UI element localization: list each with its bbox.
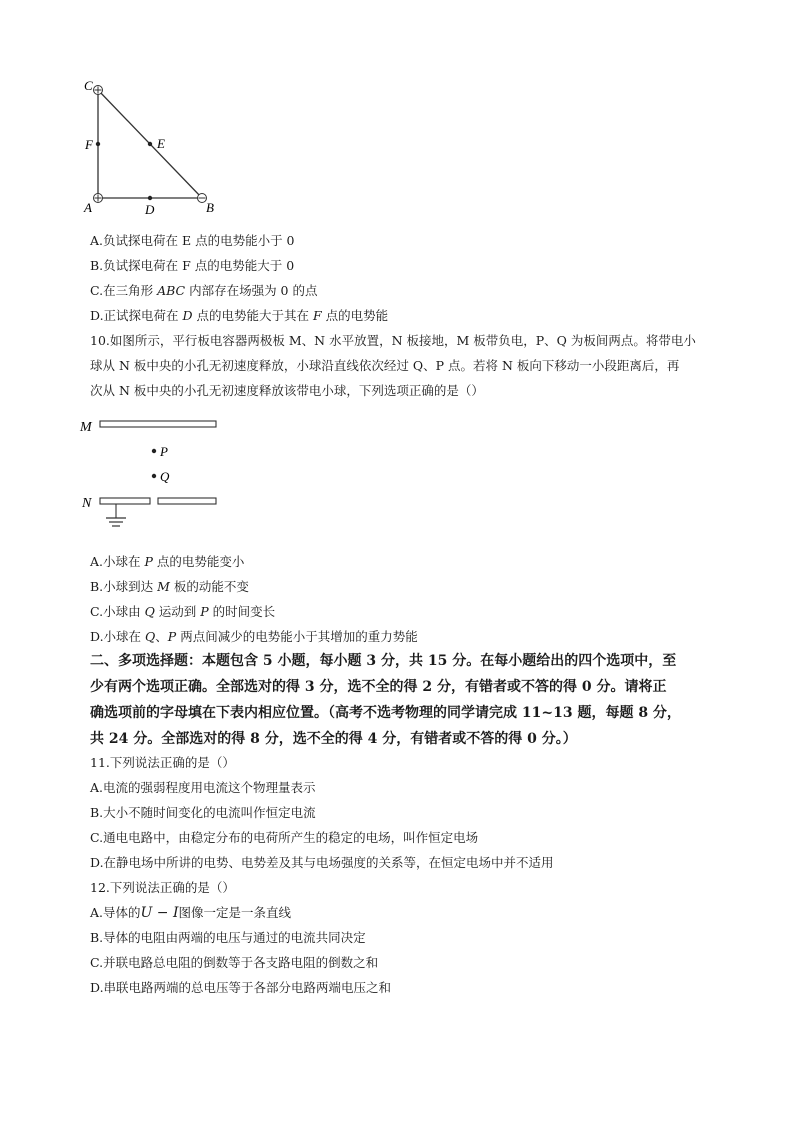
label-e: E <box>157 136 165 151</box>
q9-option-c-var: ABC <box>157 283 186 298</box>
label-m: M <box>80 420 92 435</box>
label-f: F <box>85 137 93 152</box>
q10-option-d-var2: P <box>167 629 177 644</box>
point-p <box>152 449 156 453</box>
q11-option-c: C.通电电路中，由稳定分布的电荷所产生的稳定的电场，叫作恒定电场 <box>90 830 479 845</box>
q9-option-c <box>90 283 730 299</box>
q10-stem-line3: 次从 N 板中央的小孔无初速度释放该带电小球，下列选项正确的是（） <box>90 383 484 398</box>
q11-option-b: B.大小不随时间变化的电流叫作恒定电流 <box>90 805 316 820</box>
q11-option-a: A.电流的强弱程度用电流这个物理量表示 <box>90 780 316 795</box>
q12-option-c: C.并联电路总电阻的倒数等于各支路电阻的倒数之和 <box>90 955 379 970</box>
charge-c-icon <box>94 86 103 95</box>
label-p: P <box>160 444 168 459</box>
point-d <box>148 196 152 200</box>
capacitor-figure <box>78 412 228 537</box>
q11-option-d: D.在静电场中所讲的电势、电势差及其与电场强度的关系等，在恒定电场中并不适用 <box>90 855 554 870</box>
point-q <box>152 474 156 478</box>
q10-option-c-suffix: 的时间变长 <box>208 604 276 619</box>
q10-option-c-var2: P <box>200 604 209 619</box>
q10-option-d <box>90 629 730 645</box>
q9-option-c-suffix: 内部存在场强为 0 的点 <box>185 283 318 298</box>
section2-line3: 确选项前的字母填在下表内相应位置。（高考不选考物理的同学请完成 11~13 题，每题 8 分， <box>90 705 681 721</box>
q10-option-d-mid: 、 <box>155 629 168 644</box>
point-f <box>96 142 100 146</box>
q10-option-b-prefix: B.小球到达 <box>90 579 158 594</box>
q9-option-b: B.负试探电荷在 F 点的电势能大于 0 <box>90 258 295 273</box>
q12-option-a-suffix: 图像一定是一条直线 <box>178 905 291 920</box>
section2-line4: 共 24 分。全部选对的得 8 分，选不全的得 4 分，有错者或不答的得 0 分。） <box>90 731 577 747</box>
q10-option-d-suffix: 两点间减少的电势能小于其增加的重力势能 <box>176 629 418 644</box>
label-n: N <box>82 496 92 511</box>
q10-stem-line2: 球从 N 板中央的小孔无初速度释放，小球沿直线依次经过 Q、P 点。若将 N 板向下移动一小段距离后，再 <box>90 358 680 373</box>
q10-option-a <box>90 554 730 570</box>
q10-option-b <box>90 579 730 595</box>
plate-n-right <box>158 498 216 504</box>
q10-option-b-suffix: 板的动能不变 <box>169 579 249 594</box>
q12-stem: 12.下列说法正确的是（） <box>90 880 235 895</box>
q9-option-d-mid: 点的电势能大于其在 <box>192 308 314 323</box>
point-e <box>148 142 152 146</box>
section2-line1: 二、多项选择题：本题包含 5 小题，每小题 3 分，共 15 分。在每小题给出的四个选项中，至 <box>90 653 677 669</box>
q9-option-a: A.负试探电荷在 E 点的电势能小于 0 <box>90 233 295 248</box>
label-d: D <box>145 202 155 217</box>
q11-stem: 11.下列说法正确的是（） <box>90 755 235 770</box>
q9-option-d-var2: F <box>313 308 322 323</box>
q12-option-d: D.串联电路两端的总电压等于各部分电路两端电压之和 <box>90 980 392 995</box>
plate-n-left <box>100 498 150 504</box>
q10-option-a-var: P <box>144 554 153 569</box>
section2-line2: 少有两个选项正确。全部选对的得 3 分，选不全的得 2 分，有错者或不答的得 0 分。请将正 <box>90 679 667 695</box>
charge-a-icon <box>94 194 103 203</box>
q10-option-c-var1: Q <box>144 604 155 619</box>
q12-option-a-var: U − I <box>140 905 179 921</box>
q10-option-a-prefix: A.小球在 <box>90 554 145 569</box>
label-a: A <box>84 200 92 215</box>
q10-option-c-prefix: C.小球由 <box>90 604 145 619</box>
q10-stem-line1: 10.如图所示，平行板电容器两极板 M、N 水平放置，N 板接地，M 板带负电，P、Q 为板间两点。将带电小 <box>90 333 696 348</box>
q9-option-d-var1: D <box>182 308 193 323</box>
q10-option-b-var: M <box>157 579 170 594</box>
q12-option-a <box>90 905 730 921</box>
ground-icon <box>106 504 126 526</box>
label-q: Q <box>160 469 170 484</box>
q9-option-d-suffix: 点的电势能 <box>321 308 389 323</box>
q12-option-b: B.导体的电阻由两端的电压与通过的电流共同决定 <box>90 930 366 945</box>
q12-option-a-prefix: A.导体的 <box>90 905 141 920</box>
q9-option-d-prefix: D.正试探电荷在 <box>90 308 183 323</box>
label-c: C <box>84 78 93 93</box>
q10-option-d-prefix: D.小球在 <box>90 629 146 644</box>
q9-option-d <box>90 308 730 324</box>
triangle-figure <box>78 76 228 218</box>
q10-option-d-var1: Q <box>145 629 156 644</box>
plate-m <box>100 421 216 427</box>
q10-option-a-suffix: 点的电势能变小 <box>152 554 245 569</box>
q10-option-c <box>90 604 730 620</box>
q10-option-c-mid: 运动到 <box>154 604 201 619</box>
label-b: B <box>206 200 214 215</box>
q9-option-c-prefix: C.在三角形 <box>90 283 158 298</box>
